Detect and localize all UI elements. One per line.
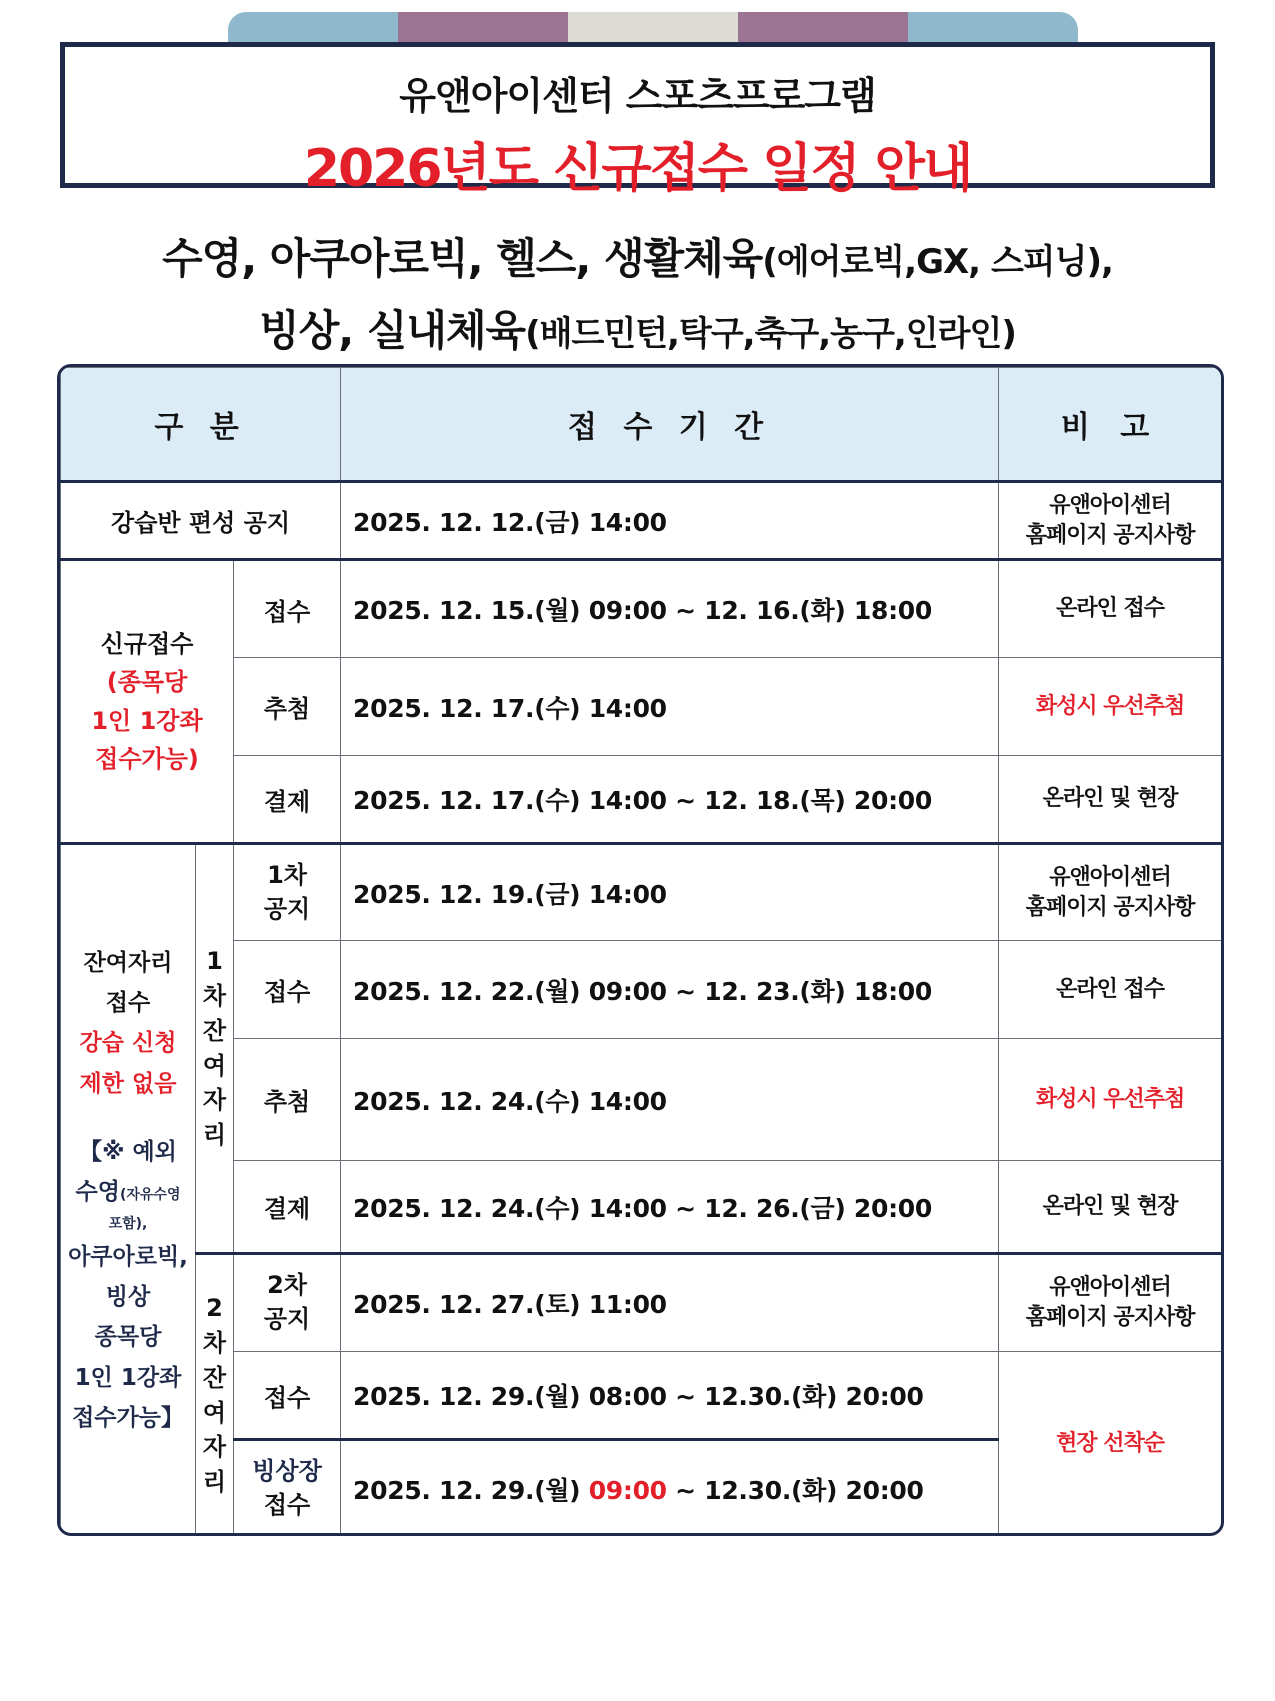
vert-char: 잔	[202, 1016, 227, 1045]
header-category: 구 분	[61, 368, 341, 482]
table-header-row	[61, 368, 1222, 482]
table-row	[61, 482, 1222, 560]
new-reg-group	[61, 560, 234, 844]
round1-vertical-label	[196, 844, 234, 1254]
vert-char: 리	[202, 1468, 227, 1497]
note-line: 홈페이지 공지사항	[1025, 1305, 1195, 1330]
round2-vertical-label	[196, 1254, 234, 1537]
row-date: 2025. 12. 27.(토) 11:00	[341, 1254, 999, 1352]
vert-char: 여	[202, 1051, 227, 1080]
row-note: 화성시 우선추첨	[999, 658, 1222, 756]
remaining-group	[61, 844, 196, 1537]
decorative-tab-strip	[228, 12, 1078, 46]
table-row	[61, 941, 1222, 1039]
row-date: 2025. 12. 15.(월) 09:00 ~ 12. 16.(화) 18:00	[341, 560, 999, 658]
row-note-merged: 현장 선착순	[999, 1352, 1222, 1537]
title-line1: 유앤아이센터 스포츠프로그램	[399, 74, 876, 118]
subtitle-main-1: 수영, 아쿠아로빅, 헬스, 생활체육	[162, 234, 763, 283]
vert-char: 차	[202, 1328, 227, 1357]
row-note	[999, 844, 1222, 941]
subtitle-paren-1: (에어로빅,GX, 스피닝),	[762, 242, 1113, 282]
date-part: 2025. 12. 29.(월)	[353, 1475, 589, 1505]
group-line: 빙상	[105, 1284, 151, 1311]
vert-char: 리	[202, 1121, 227, 1150]
vert-char: 자	[202, 1086, 227, 1115]
tab-stripe	[568, 12, 738, 46]
date-part: ~ 12.30.(화) 20:00	[666, 1475, 924, 1505]
group-line: 1인 1강좌	[74, 1364, 182, 1391]
group-line: 아쿠아로빅,	[68, 1243, 188, 1270]
vert-char: 1	[206, 947, 223, 976]
title-box	[60, 42, 1215, 199]
row-label: 결제	[234, 1161, 341, 1254]
row-note	[999, 1254, 1222, 1352]
row-label: 접수	[234, 560, 341, 658]
notice-date: 2025. 12. 12.(금) 14:00	[341, 482, 999, 560]
vert-char: 여	[202, 1398, 227, 1427]
row-date: 2025. 12. 17.(수) 14:00	[341, 658, 999, 756]
note-line: 홈페이지 공지사항	[1025, 522, 1195, 548]
subtitle-paren-2: (배드민턴,탁구,축구,농구,인라인)	[525, 314, 1016, 354]
row-note: 화성시 우선추첨	[999, 1039, 1222, 1161]
header-note: 비 고	[999, 368, 1222, 482]
row-label: 접수	[234, 1352, 341, 1440]
table-row	[61, 658, 1222, 756]
note-line: 홈페이지 공지사항	[1025, 894, 1195, 920]
row-note: 온라인 및 현장	[999, 756, 1222, 844]
notice-note	[999, 482, 1222, 560]
label-line: 공지	[263, 894, 311, 923]
tab-stripe	[228, 12, 398, 46]
group-line: 【※ 예외	[79, 1138, 177, 1165]
subtitle-line1	[0, 226, 1275, 286]
group-line: 강습 신청	[79, 1030, 177, 1057]
tab-stripe	[398, 12, 568, 46]
row-date: 2025. 12. 24.(수) 14:00	[341, 1039, 999, 1161]
note-line: 유앤아이센터	[1049, 492, 1171, 518]
group-line: 종목당	[94, 1324, 162, 1351]
table-row	[61, 1161, 1222, 1254]
group-line-small: 포함),	[108, 1216, 148, 1233]
row-date	[341, 1440, 999, 1537]
row-label	[234, 1254, 341, 1352]
label-line: 빙상장	[252, 1456, 322, 1485]
vert-char: 2	[206, 1294, 223, 1323]
schedule-table-wrapper	[57, 364, 1224, 1536]
label-line: 2차	[267, 1271, 307, 1300]
row-label: 추첨	[234, 1039, 341, 1161]
group-line: 접수	[105, 990, 151, 1017]
group-line: 제한 없음	[79, 1070, 177, 1097]
table-row	[61, 756, 1222, 844]
row-date: 2025. 12. 22.(월) 09:00 ~ 12. 23.(화) 18:00	[341, 941, 999, 1039]
group-line: (종목당	[106, 668, 188, 697]
row-note: 온라인 접수	[999, 560, 1222, 658]
subtitle-main-2: 빙상, 실내체육	[259, 306, 526, 355]
note-line: 유앤아이센터	[1049, 864, 1171, 890]
row-label	[234, 1440, 341, 1537]
table-row	[61, 1039, 1222, 1161]
row-date: 2025. 12. 24.(수) 14:00 ~ 12. 26.(금) 20:00	[341, 1161, 999, 1254]
date-part-highlight: 09:00	[588, 1475, 667, 1505]
row-label: 추첨	[234, 658, 341, 756]
tab-stripe	[908, 12, 1078, 46]
table-row	[61, 844, 1222, 941]
tab-stripe	[738, 12, 908, 46]
row-date: 2025. 12. 29.(월) 08:00 ~ 12.30.(화) 20:00	[341, 1352, 999, 1440]
row-label	[234, 844, 341, 941]
row-date: 2025. 12. 17.(수) 14:00 ~ 12. 18.(목) 20:00	[341, 756, 999, 844]
row-label: 결제	[234, 756, 341, 844]
label-line: 1차	[267, 860, 307, 889]
schedule-table	[60, 367, 1222, 1536]
vert-char: 자	[202, 1433, 227, 1462]
notice-label: 강습반 편성 공지	[61, 482, 341, 560]
group-line-small: (자유수영	[119, 1187, 181, 1204]
label-line: 공지	[263, 1305, 311, 1333]
group-line: 잔여자리	[83, 949, 173, 976]
row-label: 접수	[234, 941, 341, 1039]
group-line: 1인 1강좌	[91, 706, 203, 735]
vert-char: 차	[202, 981, 227, 1010]
group-line: 접수가능】	[72, 1404, 184, 1431]
subtitle-line2	[0, 298, 1275, 358]
table-row	[61, 1254, 1222, 1352]
vert-char: 잔	[202, 1363, 227, 1392]
row-date: 2025. 12. 19.(금) 14:00	[341, 844, 999, 941]
table-row	[61, 1352, 1222, 1440]
group-line: 신규접수	[100, 629, 194, 658]
title-line2: 2026년도 신규접수 일정 안내	[303, 139, 972, 199]
row-note: 온라인 및 현장	[999, 1161, 1222, 1254]
row-note: 온라인 접수	[999, 941, 1222, 1039]
note-line: 유앤아이센터	[1049, 1275, 1171, 1301]
group-line: 접수가능)	[95, 744, 199, 773]
header-period: 접 수 기 간	[341, 368, 999, 482]
table-row	[61, 560, 1222, 658]
label-line: 접수	[263, 1490, 311, 1519]
group-line: 수영	[75, 1179, 120, 1206]
